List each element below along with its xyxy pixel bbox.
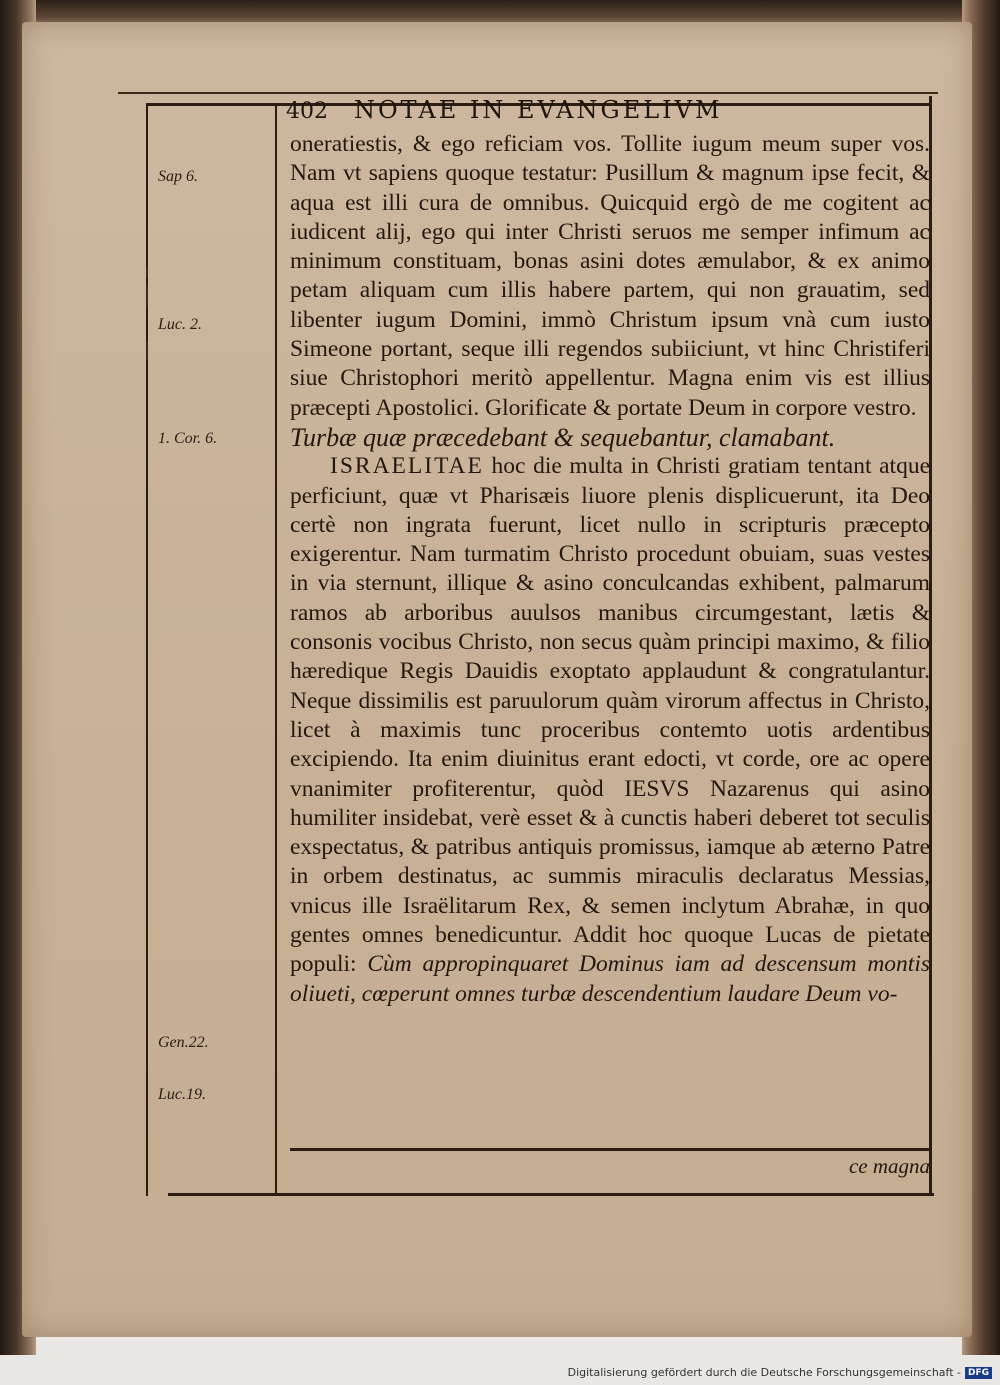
paragraph-2-quote: Cùm appropinquaret Dominus iam ad descensum montis oliueti, cœperunt omnes turbæ descendentium laudare Deum vo- [290,951,930,1007]
top-rule-outer [118,92,938,94]
main-text [290,130,930,1009]
margin-tick [146,268,148,278]
margin-note-luc2: Luc. 2. [158,316,202,333]
margin-note-luc19: Luc.19. [158,1086,206,1103]
margin-note-gen: Gen.22. [158,1034,209,1051]
margin-tick [146,342,148,360]
page-header [286,96,926,124]
catchword-rule [290,1148,930,1151]
paragraph-2-lead: ISRAELITAE [330,453,484,480]
text-left-rule [275,103,277,1193]
left-margin-rule [146,103,148,1196]
footer [568,1366,992,1379]
page-number: 402 [286,99,328,124]
margin-tick [146,285,148,307]
footer-text: Digitalisierung gefördert durch die Deutsche Forschungsgemeinschaft - [567,1366,961,1379]
dfg-logo: DFG [965,1367,992,1379]
paragraph-1: oneratiestis, & ego reficiam vos. Tollite iugum meum super vos. Nam vt sapiens quoque testatur: Pusillum & magnum ipse fecit, & aqua est illi cura de omnibus. Quicquid ergò de me cogitent ac iudicent alij, ego qui inter Christi seruos me semper infimum ac minimum constituam, bonas asini dotes æmulabor, & ex animo petam aliquam cum illis habere partem, qui non grauatim, sed libenter iugum Domini, immò Christum ipsum vnà cum iusto Simeone portant, seque illi regendos subiiciunt, vt hinc Christiferi siue Christophori meritò appellentur. Magna enim vis est illius præcepti Apostolici. Glorificate & portate Deum in corpore vestro. [290,131,930,421]
section-heading: Turbæ quæ præcedebant & sequebantur, clamabant. [290,422,836,452]
running-head: NOTAE IN EVANGELIVM [354,96,723,124]
paragraph-2-text: hoc die multa in Christi gratiam tentant atque perficiunt, quæ vt Pharisæis liuore plenis displicuerunt, ita Deo certè non ingrata fuerunt, licet nullo in scripturis præcepto exigerentur. Nam turmatim Christo procedunt obuiam, suas vestes in via sternunt, illique & asino conculcandas exhibent, palmarum ramos ab arboribus auulsos manibus circumgestant, lætis & consonis vocibus Christo, non secus quàm principi maximo, & filio hæredique Regis Dauidis exoptato applaudunt & congratulantur. Neque dissimilis est paruulorum quàm virorum affectus in Christo, licet à maximis tunc proceribus contemto uotis ardentibus excipiendo. Ita enim diuinitus erant edocti, vt corde, ore ac opere vnanimiter profiterentur, quòd IESVS Nazarenus qui asino humiliter insidebat, verè esset & à cunctis haberi deberet tot seculis exspectatus, & patribus antiquis promissus, iamque ab æterno Patre in orbem destinatus, ac summis miraculis declaratus Messias, vnicus ille Israëlitarum Rex, & semen inclytum Abrahæ, in quo gentes omnes benedicuntur. Addit hoc quoque Lucas de pietate populi: [290,453,930,978]
paragraph-2 [290,452,930,1009]
margin-note-cor: 1. Cor. 6. [158,430,218,447]
catchword: ce magna [848,1154,930,1178]
bottom-rule [168,1193,934,1196]
margin-note-sap: Sap 6. [158,168,198,185]
